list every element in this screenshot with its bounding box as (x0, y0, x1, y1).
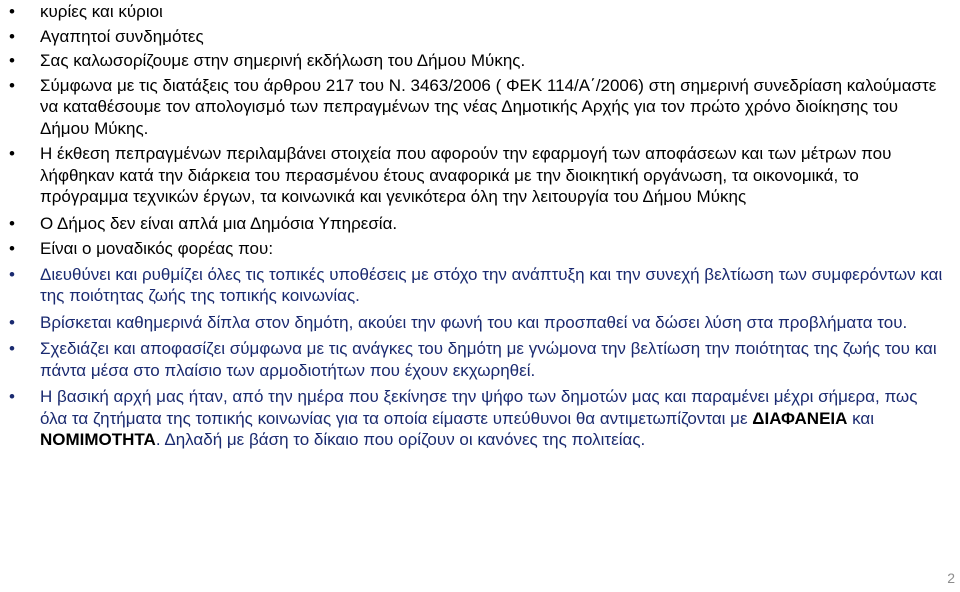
bullet-text: Είναι ο μοναδικός φορέας που: (40, 239, 274, 258)
bullet-item (0, 75, 960, 140)
bullet-item (0, 338, 960, 381)
bullet-item (0, 312, 960, 334)
bullet-text: Η βασική αρχή μας ήταν, από την ημέρα που ξεκίνησε την ψήφο των δημοτών μας και παραμένει μέχρι σήμερα, πως όλα τα ζητήματα της τοπικής κοινωνίας για τα οποία είμαστε υπεύθυνοι θα αντιμετωπίζονται με (40, 387, 918, 428)
bold-text: ΝΟΜΙΜΟΤΗΤΑ (40, 430, 156, 449)
bullet-text: κυρίες και κύριοι (40, 2, 163, 21)
bullet-item (0, 143, 960, 208)
bullet-text: Ο Δήμος δεν είναι απλά μια Δημόσια Υπηρεσία. (40, 213, 398, 233)
bullet-text: Η έκθεση πεπραγμένων περιλαμβάνει στοιχεία που αφορούν την εφαρμογή των αποφάσεων και των μέτρων που λήφθηκαν κατά την διάρκεια του περασμένου έτους αναφορικά με την διοικητική οργάνωση, τα οικονομικά, το πρόγραμμα τεχνικών έργων, τα κοινωνικά και γενικότερα όλη την λειτουργία του Δήμου Μύκης (40, 144, 892, 206)
bullet-text: Διευθύνει και ρυθμίζει όλες τις τοπικές υποθέσεις με στόχο την ανάπτυξη και την συνεχή βελτίωση των συμφερόντων και της ποιότητας ζωής της τοπικής κοινωνίας. (40, 264, 943, 305)
bullet-text: Σχεδιάζει και αποφασίζει σύμφωνα με τις ανάγκες του δημότη με γνώμονα την βελτίωση την ποιότητας της ζωής του και πάντα μέσα στο πλαίσιο των αρμοδιοτήτων που έχουν εκχωρηθεί. (40, 339, 937, 380)
bullet-item (0, 386, 960, 451)
bullet-item (0, 50, 960, 72)
bullet-text: και (847, 408, 875, 428)
bullet-text: Σύμφωνα με τις διατάξεις του άρθρου 217 του Ν. 3463/2006 ( ΦΕΚ 114/Α΄/2006) στη σημερινή συνεδρίαση καλούμαστε να καταθέσουμε τον απολογισμό των πεπραγμένων της νέας Δημοτικής Αρχής για τον πρώτο χρόνο διοίκησης του Δήμου Μύκης. (40, 75, 937, 138)
bullet-text: . Δηλαδή με βάση το δίκαιο που ορίζουν οι κανόνες της πολιτείας. (155, 430, 646, 449)
slide-number: 2 (947, 570, 955, 586)
bullet-item (0, 264, 960, 307)
bullet-item (0, 1, 960, 23)
bullet-text: Αγαπητοί συνδημότες (40, 26, 204, 46)
bullet-item (0, 238, 960, 260)
bullet-item (0, 26, 960, 48)
bullet-text: Σας καλωσορίζουμε στην σημερινή εκδήλωση του Δήμου Μύκης. (40, 51, 526, 70)
bullet-item (0, 213, 960, 235)
bold-text: ΔΙΑΦΑΝΕΙΑ (752, 408, 848, 428)
bullet-text: Βρίσκεται καθημερινά δίπλα στον δημότη, ακούει την φωνή του και προσπαθεί να δώσει λύση στα προβλήματα του. (40, 312, 908, 332)
